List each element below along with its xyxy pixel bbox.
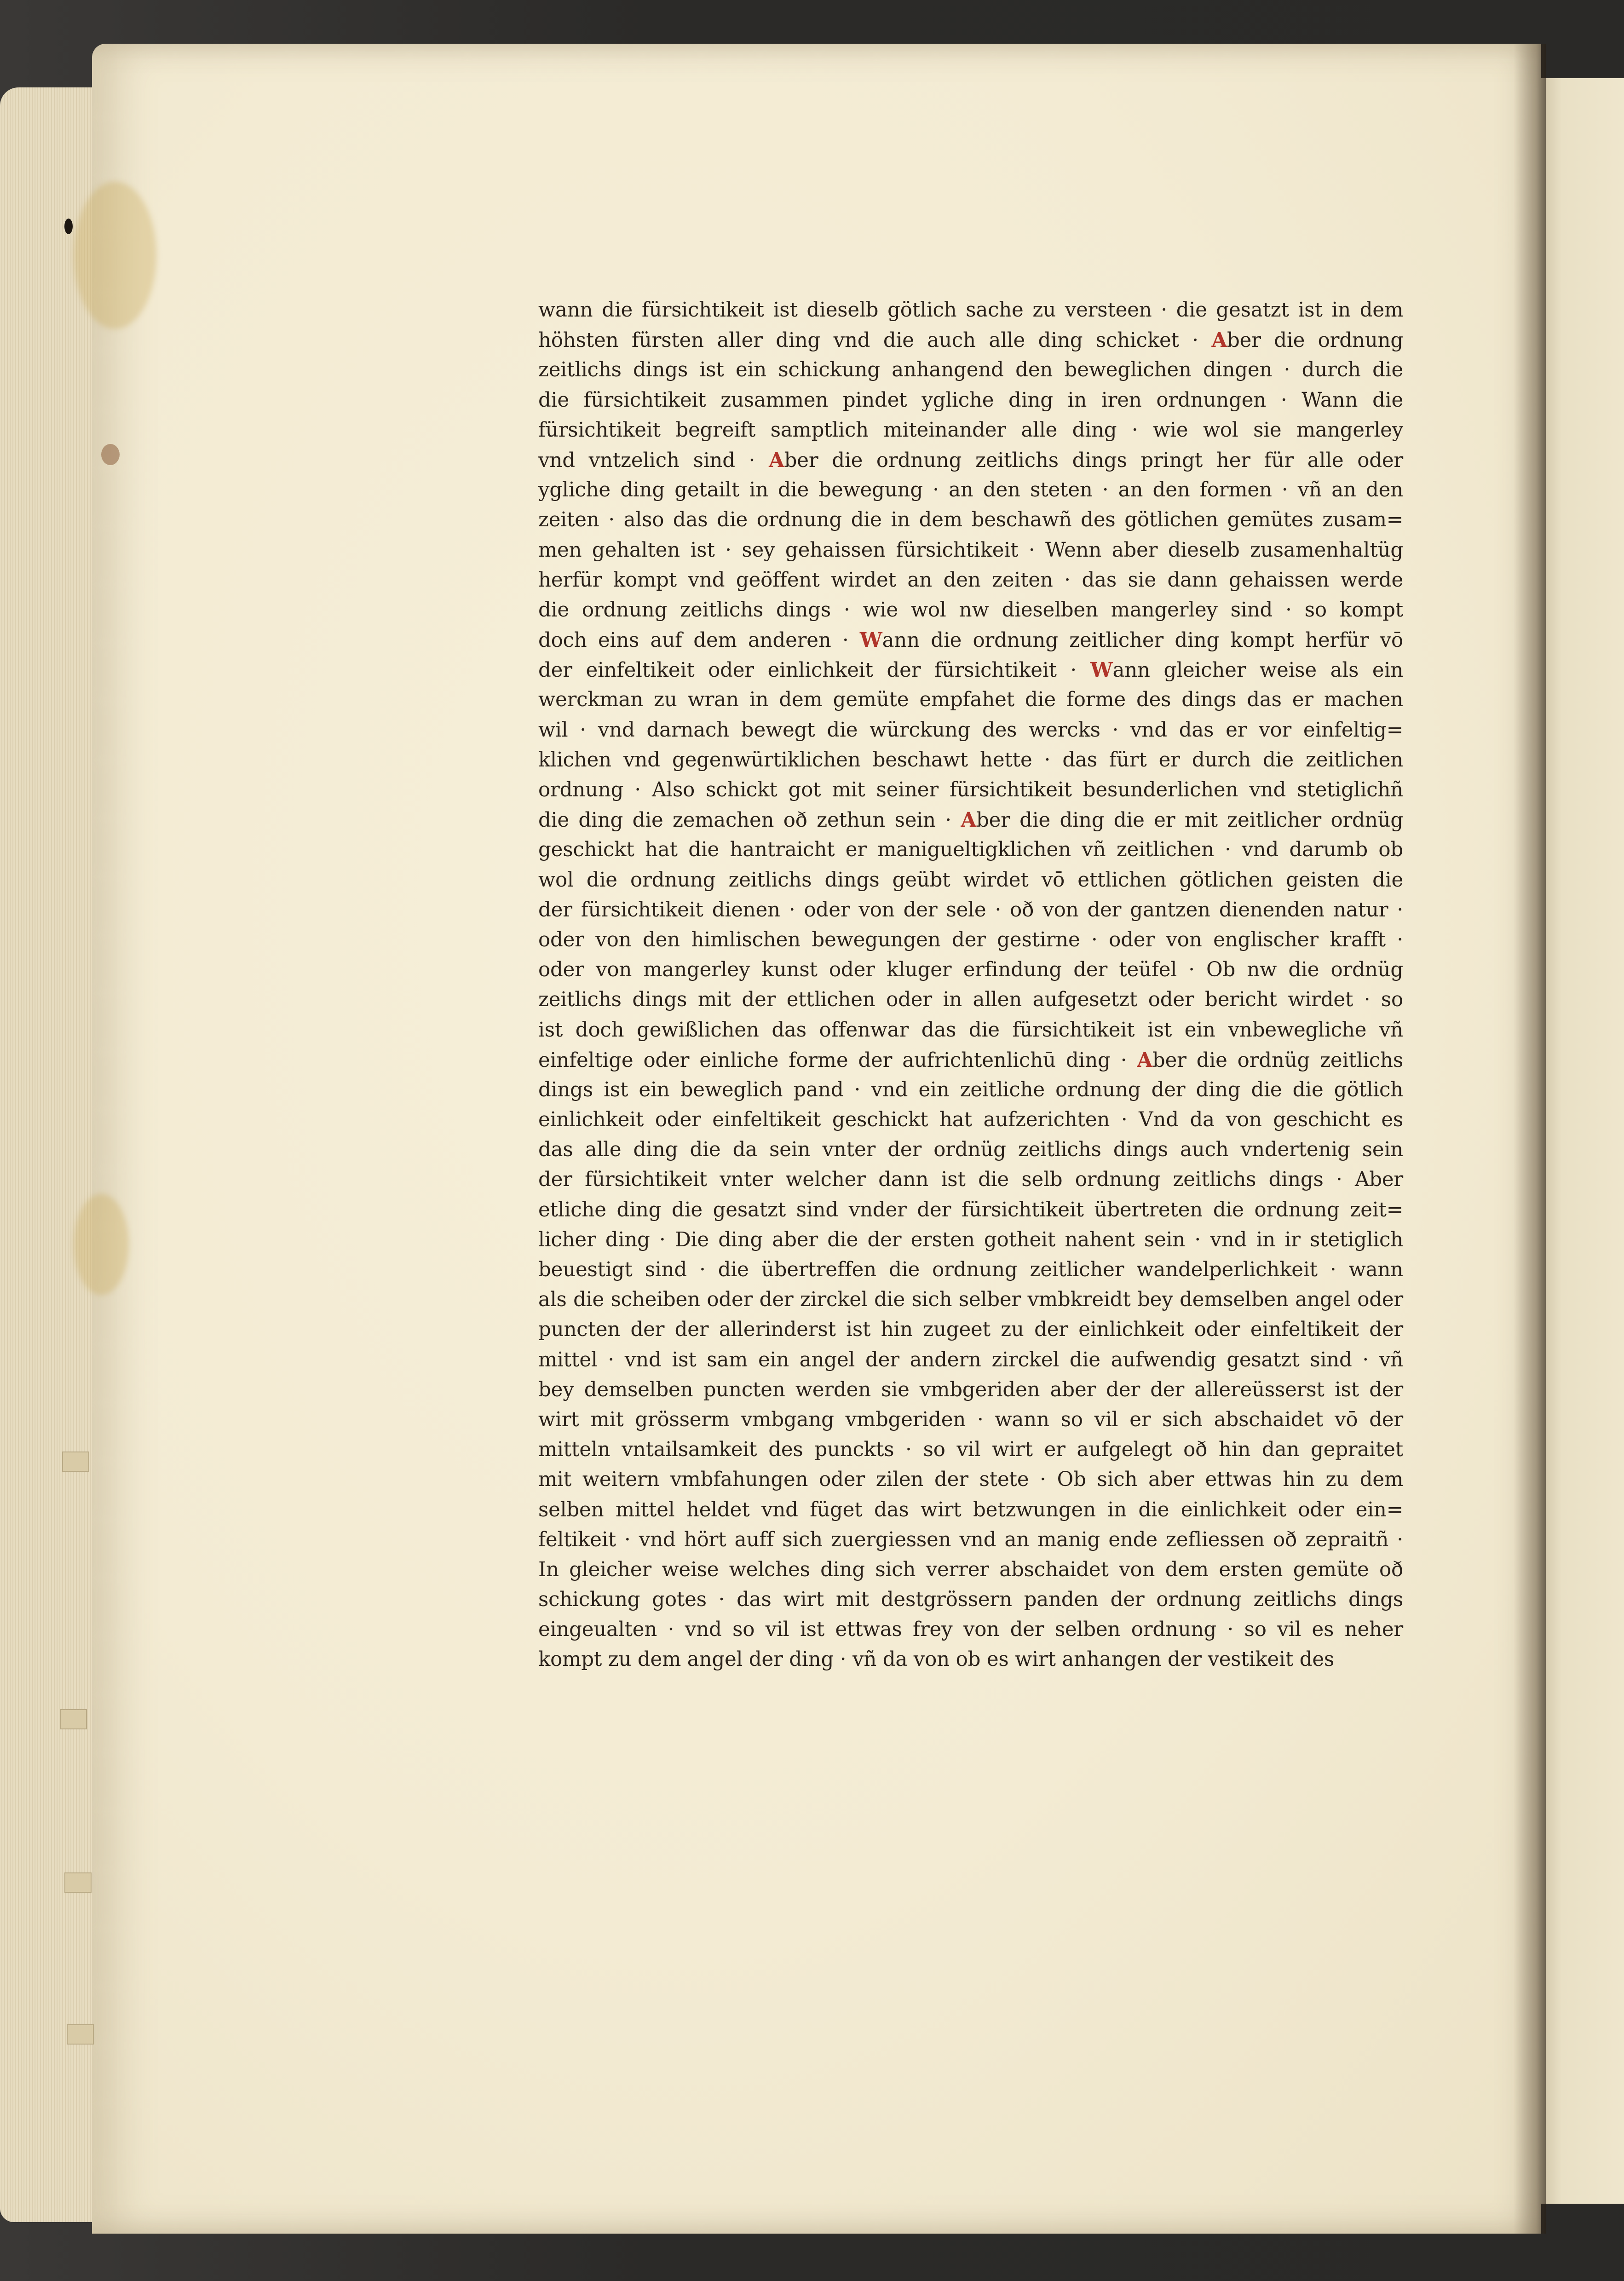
manuscript-line: die ordnung zeitlichs dings · wie wol nw dieselben mangerley sind · so kompt bbox=[538, 598, 1403, 622]
rubricated-initial: A bbox=[1137, 1048, 1152, 1072]
manuscript-line: ygliche ding getailt in die bewegung · an den steten · an den formen · vñ an den bbox=[538, 478, 1403, 502]
page-tab-marker bbox=[64, 1872, 92, 1893]
page-tab-marker bbox=[67, 2024, 94, 2045]
manuscript-line: oder von den himlischen bewegungen der gestirne · oder von englischer krafft · bbox=[538, 928, 1403, 951]
manuscript-line: herfür kompt vnd geöffent wirdet an den zeiten · das sie dann gehaissen werde bbox=[538, 568, 1403, 592]
page-stain bbox=[74, 182, 156, 329]
manuscript-line: mit weitern vmbfahungen oder zilen der stete · Ob sich aber ettwas hin zu dem bbox=[538, 1468, 1403, 1492]
page-stain bbox=[74, 1194, 129, 1295]
manuscript-line: die fürsichtikeit zusammen pindet ygliche ding in iren ordnungen · Wann die bbox=[538, 388, 1403, 412]
manuscript-line: zeitlichs dings mit der ettlichen oder in allen aufgesetzt oder bericht wirdet · so bbox=[538, 988, 1403, 1012]
manuscript-line: licher ding · Die ding aber die der ersten gotheit nahent sein · vnd in ir stetiglich bbox=[538, 1228, 1403, 1251]
manuscript-line: geschickt hat die hantraicht er manigueltigklichen vñ zeitlichen · vnd darumb ob bbox=[538, 838, 1403, 862]
manuscript-line: fürsichtikeit begreift samptlich miteinander alle ding · wie wol sie mangerley bbox=[538, 418, 1403, 442]
manuscript-line: dings ist ein beweglich pand · vnd ein zeitliche ordnung der ding die die götlich bbox=[538, 1078, 1403, 1101]
manuscript-line: kompt zu dem angel der ding · vñ da von ob es wirt anhangen der vestikeit des bbox=[538, 1648, 1335, 1671]
manuscript-line: einlichkeit oder einfeltikeit geschickt hat aufzerichten · Vnd da von geschicht es bbox=[538, 1108, 1403, 1132]
manuscript-line: einfeltige oder einliche forme der aufrichtenlichū ding · Aber die ordnüg zeitlichs bbox=[538, 1048, 1403, 1072]
manuscript-line: als die scheiben oder der zirckel die sich selber vmbkreidt bey demselben angel oder bbox=[538, 1288, 1403, 1312]
manuscript-line: das alle ding die da sein vnter der ordnüg zeitlichs dings auch vndertenig sein bbox=[538, 1138, 1403, 1162]
manuscript-line: ordnung · Also schickt got mit seiner fürsichtikeit besunderlichen vnd stetiglichñ bbox=[538, 778, 1403, 801]
manuscript-text-block bbox=[538, 295, 1403, 1675]
manuscript-line: schickung gotes · das wirt mit destgrössern panden der ordnung zeitlichs dings bbox=[538, 1588, 1403, 1612]
manuscript-line: mittel · vnd ist sam ein angel der andern zirckel die aufwendig gesatzt sind · vñ bbox=[538, 1348, 1403, 1371]
manuscript-line: mitteln vntailsamkeit des punckts · so vil wirt er aufgelegt oð hin dan gepraitet bbox=[538, 1438, 1403, 1462]
manuscript-line: doch eins auf dem anderen · Wann die ordnung zeitlicher ding kompt herfür vō bbox=[538, 628, 1403, 652]
facing-page-edge bbox=[1539, 78, 1624, 2204]
manuscript-line: wil · vnd darnach bewegt die würckung des wercks · vnd das er vor einfeltig= bbox=[538, 718, 1403, 742]
ink-mark bbox=[64, 219, 73, 234]
manuscript-line: beuestigt sind · die übertreffen die ordnung zeitlicher wandelperlichkeit · wann bbox=[538, 1258, 1403, 1281]
manuscript-line: wol die ordnung zeitlichs dings geübt wirdet vō ettlichen götlichen geisten die bbox=[538, 868, 1403, 892]
rubricated-initial: W bbox=[859, 628, 882, 652]
manuscript-line: feltikeit · vnd hört auff sich zuergiessen vnd an manig ende zefliessen oð zepraitñ · bbox=[538, 1528, 1403, 1551]
gutter-shadow bbox=[1514, 44, 1546, 2234]
manuscript-line: der fürsichtikeit dienen · oder von der sele · oð von der gantzen dienenden natur · bbox=[538, 898, 1403, 922]
manuscript-line: ist doch gewißlichen das offenwar das die fürsichtikeit ist ein vnbewegliche vñ bbox=[538, 1018, 1403, 1042]
manuscript-line: zeitlichs dings ist ein schickung anhangend den beweglichen dingen · durch die bbox=[538, 358, 1403, 382]
rubricated-initial: W bbox=[1090, 658, 1113, 682]
rubricated-initial: A bbox=[961, 808, 976, 832]
manuscript-line: etliche ding die gesatzt sind vnder der fürsichtikeit übertreten die ordnung zeit= bbox=[538, 1198, 1403, 1221]
manuscript-line: wann die fürsichtikeit ist dieselb götlich sache zu versteen · die gesatzt ist in dem bbox=[538, 299, 1403, 322]
manuscript-line: der fürsichtikeit vnter welcher dann ist die selb ordnung zeitlichs dings · Aber bbox=[538, 1168, 1403, 1192]
manuscript-line: zeiten · also das die ordnung die in dem beschawñ des götlichen gemütes zusam= bbox=[538, 508, 1403, 532]
manuscript-line: selben mittel heldet vnd füget das wirt betzwungen in die einlichkeit oder ein= bbox=[538, 1498, 1403, 1521]
manuscript-line: vnd vntzelich sind · Aber die ordnung zeitlichs dings pringt her für alle oder bbox=[538, 448, 1403, 472]
rubricated-initial: A bbox=[769, 448, 784, 472]
rubricated-initial: A bbox=[1211, 328, 1227, 352]
manuscript-line: der einfeltikeit oder einlichkeit der fürsichtikeit · Wann gleicher weise als ein bbox=[538, 658, 1404, 682]
manuscript-line: eingeualten · vnd so vil ist ettwas frey von der selben ordnung · so vil es neher bbox=[538, 1618, 1403, 1642]
foxing-spot bbox=[101, 444, 120, 465]
manuscript-line: bey demselben puncten werden sie vmbgeriden aber der der allereüsserst ist der bbox=[538, 1378, 1403, 1401]
manuscript-line: In gleicher weise welches ding sich verrer abschaidet von dem ersten gemüte oð bbox=[538, 1558, 1403, 1581]
manuscript-line: puncten der der allerinderst ist hin zugeet zu der einlichkeit oder einfeltikeit der bbox=[538, 1318, 1403, 1342]
manuscript-line: men gehalten ist · sey gehaissen fürsichtikeit · Wenn aber dieselb zusamenhaltüg bbox=[538, 538, 1403, 562]
manuscript-line: die ding die zemachen oð zethun sein · Aber die ding die er mit zeitlicher ordnüg bbox=[538, 808, 1403, 832]
manuscript-line: wirt mit grösserm vmbgang vmbgeriden · wann so vil er sich abschaidet vō der bbox=[538, 1408, 1403, 1431]
page-tab-marker bbox=[62, 1452, 89, 1472]
page-tab-marker bbox=[60, 1709, 87, 1729]
manuscript-line: höhsten fürsten aller ding vnd die auch alle ding schicket · Aber die ordnung bbox=[538, 328, 1404, 352]
manuscript-line: werckman zu wran in dem gemüte empfahet die forme des dings das er machen bbox=[538, 688, 1403, 712]
manuscript-line: oder von mangerley kunst oder kluger erfindung der teüfel · Ob nw die ordnüg bbox=[538, 958, 1403, 982]
manuscript-line: klichen vnd gegenwürtiklichen beschawt hette · das fürt er durch die zeitlichen bbox=[538, 748, 1403, 772]
